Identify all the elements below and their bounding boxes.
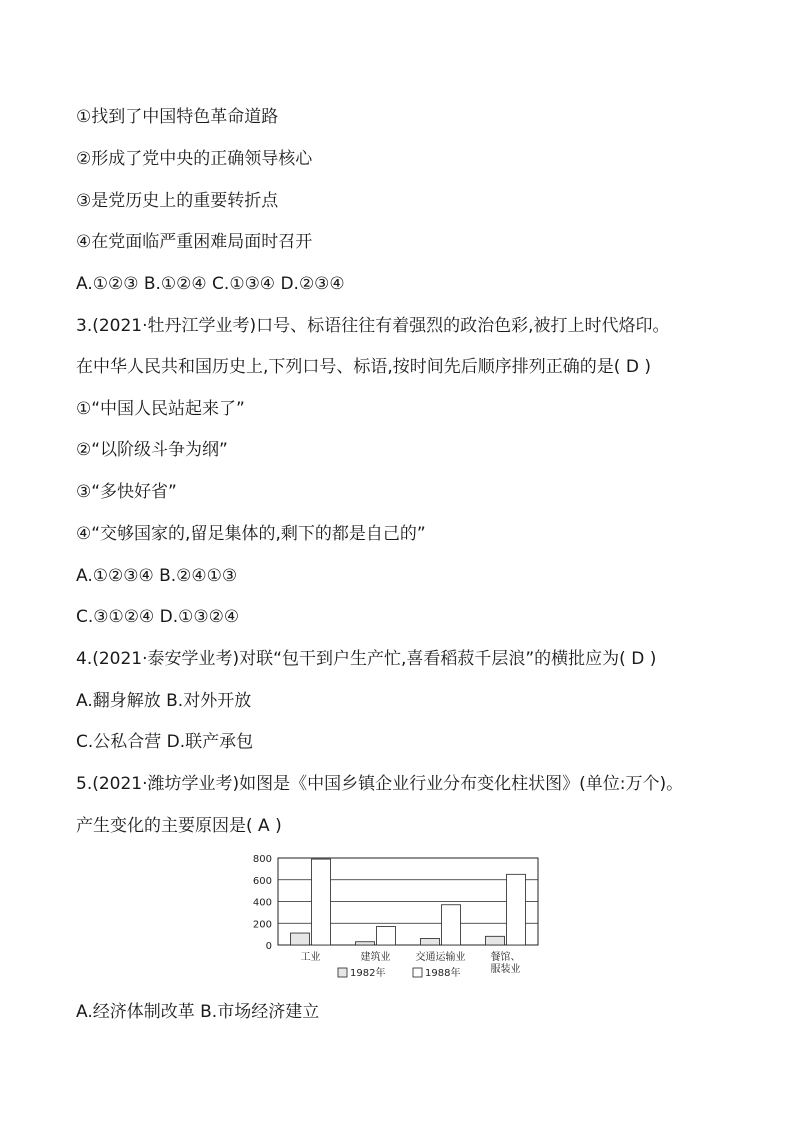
question-4-stem: 4.(2021·泰安学业考)对联“包干到户生产忙,喜看稻菽千层浪”的横批应为( D )	[76, 649, 657, 669]
line-2: ②形成了党中央的正确领导核心	[76, 149, 313, 169]
line-3: ③是党历史上的重要转折点	[76, 191, 279, 211]
bar-chart	[240, 850, 540, 985]
q3-item-2: ②“以阶级斗争为纲”	[76, 440, 228, 460]
question-3-stem-cont: 在中华人民共和国历史上,下列口号、标语,按时间先后顺序排列正确的是( D )	[76, 357, 651, 377]
legend-swatch	[413, 968, 422, 977]
x-tick-label: 交通运输业	[415, 952, 466, 963]
question-5-stem: 5.(2021·潍坊学业考)如图是《中国乡镇企业行业分布变化柱状图》(单位:万个)。	[76, 774, 684, 794]
bar	[421, 938, 440, 945]
legend-label: 1982年	[350, 968, 386, 979]
q3-options-cd: C.③①②④ D.①③②④	[76, 607, 240, 627]
q3-item-1: ①“中国人民站起来了”	[76, 399, 245, 419]
q3-item-4: ④“交够国家的,留足集体的,剩下的都是自己的”	[76, 524, 426, 544]
x-tick-label: 建筑业	[360, 952, 391, 963]
q4-options-cd: C.公私合营 D.联产承包	[76, 732, 254, 752]
line-1: ①找到了中国特色革命道路	[76, 107, 279, 127]
bar	[312, 859, 331, 945]
y-tick-label: 800	[252, 854, 272, 865]
y-tick-label: 0	[265, 941, 272, 952]
q3-item-3: ③“多快好省”	[76, 482, 177, 502]
question-3-stem: 3.(2021·牡丹江学业考)口号、标语往往有着强烈的政治色彩,被打上时代烙印。	[76, 316, 670, 336]
bar	[507, 874, 526, 945]
q3-options-ab: A.①②③④ B.②④①③	[76, 566, 238, 586]
line-5-options: A.①②③ B.①②④ C.①③④ D.②③④	[76, 274, 345, 294]
x-tick-label: 餐馆、	[490, 952, 521, 963]
line-4: ④在党面临严重困难局面时召开	[76, 232, 313, 252]
y-tick-label: 400	[252, 897, 272, 909]
x-tick-label: 工业	[300, 952, 321, 963]
legend-label: 1988年	[425, 968, 461, 979]
x-tick-label: 服装业	[490, 964, 521, 975]
y-tick-label: 600	[252, 875, 272, 887]
legend-swatch	[338, 968, 347, 977]
q4-options-ab: A.翻身解放 B.对外开放	[76, 691, 252, 711]
bar	[291, 933, 310, 945]
bar	[442, 905, 461, 945]
q5-options-ab: A.经济体制改革 B.市场经济建立	[76, 1002, 320, 1022]
question-5-stem-cont: 产生变化的主要原因是( A )	[76, 816, 282, 836]
bar	[356, 942, 375, 945]
y-tick-label: 200	[252, 919, 272, 931]
bar	[377, 927, 396, 945]
bar	[486, 936, 505, 945]
